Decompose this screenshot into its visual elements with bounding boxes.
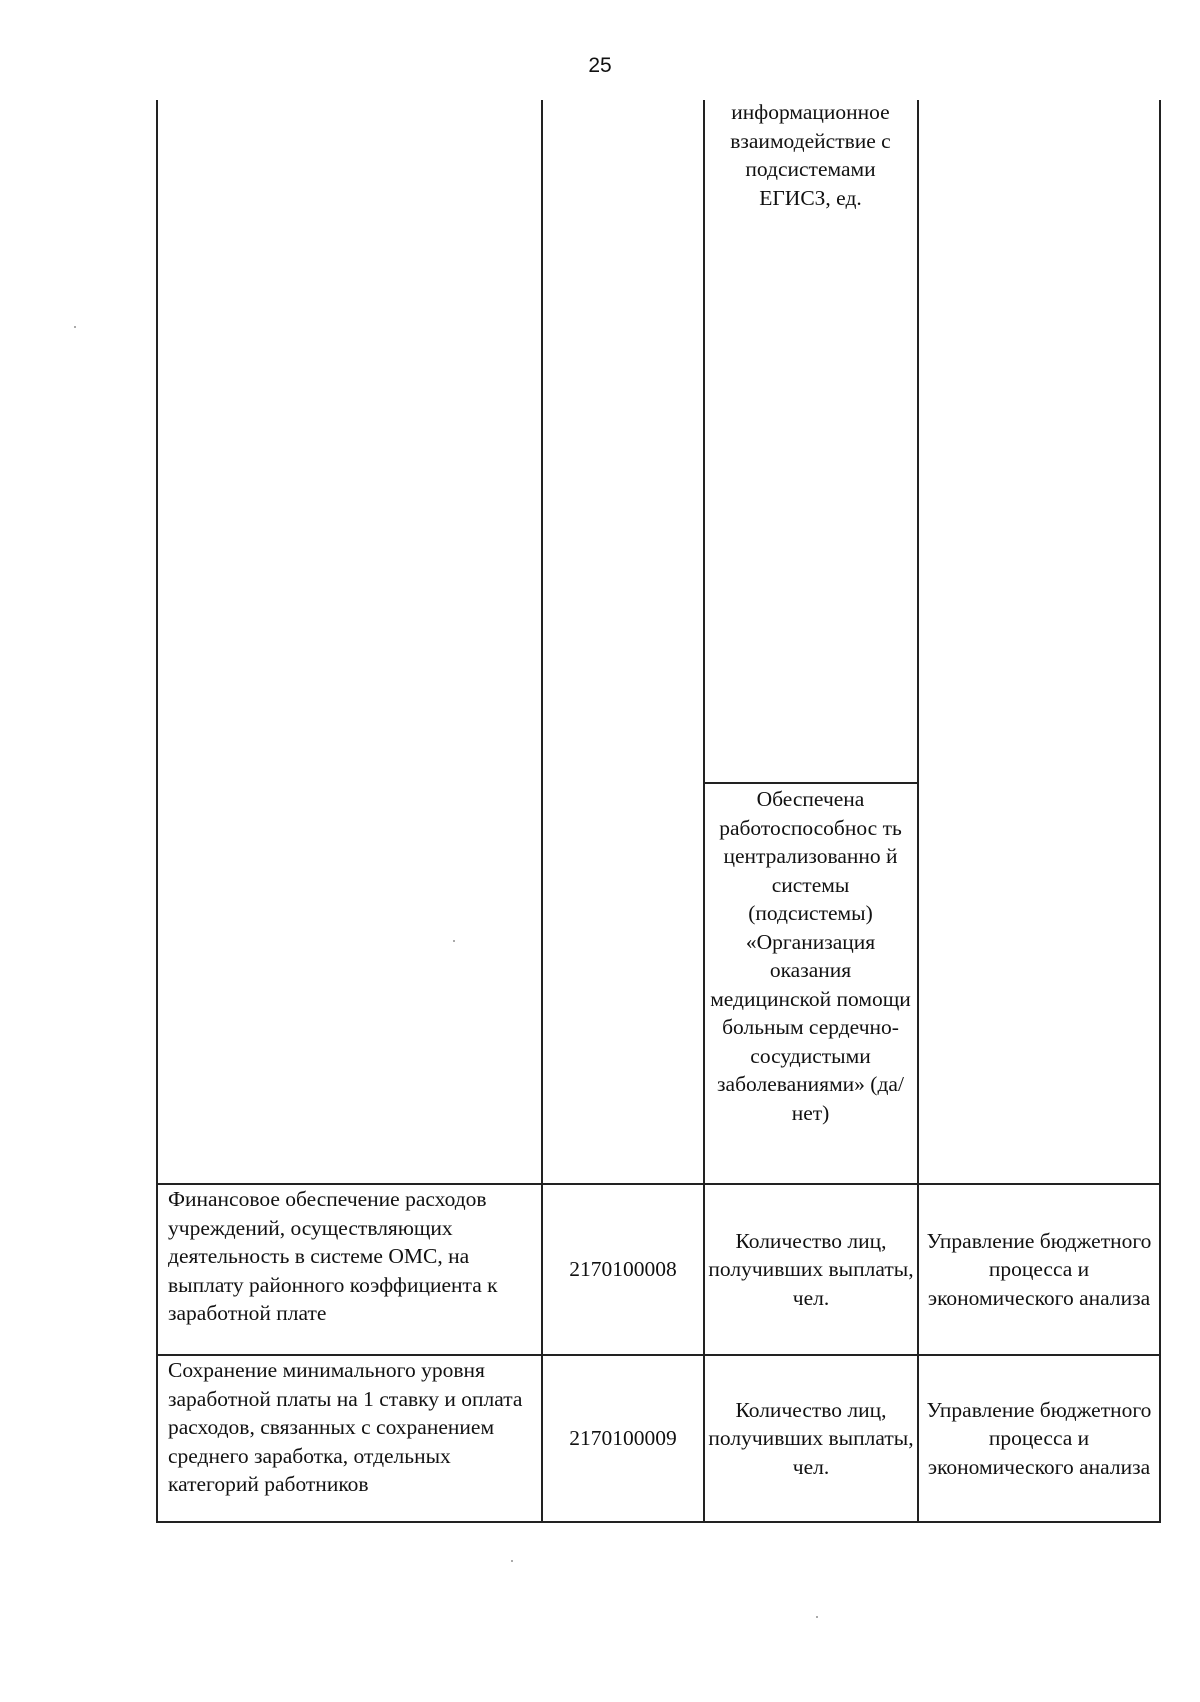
scan-speck	[74, 326, 76, 328]
row-1-responsible-text: Управление бюджетного процесса и экономического анализа	[926, 1228, 1152, 1310]
indicator-cell-cardio-system: Обеспечена работоспособнос ть централизованно й системы (подсистемы) «Организация оказания медицинской помощи больным сердечно-сосудистыми заболеваниями» (да/нет)	[710, 787, 911, 1125]
row-2-code: 2170100009	[569, 1426, 677, 1451]
row-2-indicator-text: Количество лиц, получивших выплаты, чел.	[708, 1397, 914, 1479]
row-1-code: 2170100008	[569, 1257, 677, 1282]
page-number: 25	[588, 54, 612, 77]
indicator-cell-egisz: информационное взаимодействие с подсистемами ЕГИСЗ, ед.	[730, 100, 891, 210]
row-2-responsible-text: Управление бюджетного процесса и экономического анализа	[926, 1397, 1152, 1479]
row-1-indicator	[705, 1185, 917, 1354]
row-2-indicator	[705, 1356, 917, 1521]
scan-speck	[816, 1616, 818, 1618]
row-1-indicator-text: Количество лиц, получивших выплаты, чел.	[708, 1228, 914, 1310]
scan-speck	[511, 1560, 513, 1562]
table-border-right	[1159, 100, 1161, 1523]
table-border-bottom	[156, 1521, 1161, 1523]
table-border-left	[156, 100, 158, 1523]
row-2-measure-name: Сохранение минимального уровня заработной платы на 1 ставку и оплата расходов, связанных с сохранением среднего заработка, отдельных категорий работников	[168, 1358, 523, 1496]
row-1-responsible	[919, 1185, 1159, 1354]
row-1-measure-name: Финансовое обеспечение расходов учреждений, осуществляющих деятельность в системе ОМС, на выплату районного коэффициента к заработной плате	[168, 1187, 498, 1325]
indicator-divider	[703, 782, 918, 784]
row-2-responsible	[919, 1356, 1159, 1521]
scan-speck	[453, 940, 455, 942]
